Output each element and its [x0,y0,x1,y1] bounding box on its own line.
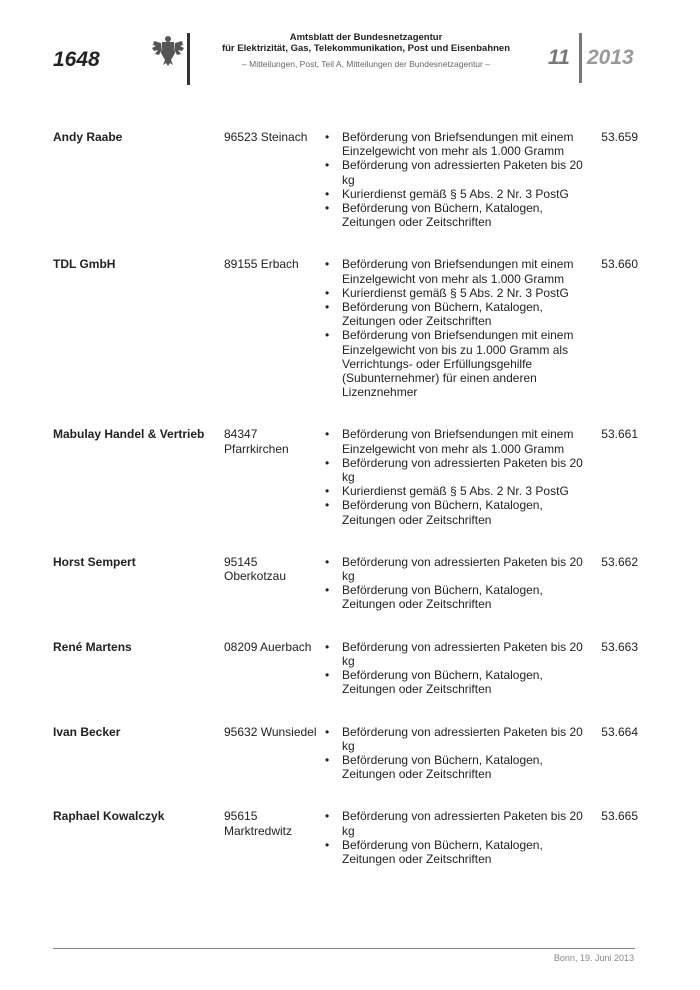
license-entry [53,257,638,399]
licensee-place: 96523 Steinach [224,130,308,144]
bullet-icon: • [325,257,330,272]
license-number: 53.663 [601,639,638,654]
service-item [325,668,593,696]
page-number: 1648 [53,48,100,71]
service-text: Beförderung von Briefsendungen mit einem Einzelgewicht von mehr als 1.000 Gramm [342,427,574,456]
bullet-icon: • [325,752,330,767]
service-list [325,725,593,782]
licensee-place: 95615 Marktredwitz [224,809,293,838]
service-text: Kurierdienst gemäß § 5 Abs. 2 Nr. 3 PostG [342,484,569,499]
service-item [325,257,593,285]
header-subtitle: – Mitteilungen, Post, Teil A, Mitteilungen der Bundesnetzagentur – [242,59,490,69]
service-item [325,286,593,300]
licensee-place: 84347 Pfarrkirchen [224,427,289,456]
service-text: Beförderung von Büchern, Katalogen, Zeitungen oder Zeitschriften [342,300,543,329]
license-entry [53,427,638,526]
service-text: Beförderung von Büchern, Katalogen, Zeitungen oder Zeitschriften [342,668,543,697]
service-item [325,583,593,611]
license-number: 53.664 [601,724,638,739]
header-title-line2: für Elektrizität, Gas, Telekommunikation, Post und Eisenbahnen [221,43,511,54]
service-item [325,640,593,668]
service-item [325,484,593,498]
service-text: Beförderung von Büchern, Katalogen, Zeitungen oder Zeitschriften [342,201,543,230]
bullet-icon: • [325,158,330,173]
licensee-name: Horst Sempert [53,554,136,569]
license-entry [53,809,638,866]
bullet-icon: • [325,186,330,201]
service-text: Kurierdienst gemäß § 5 Abs. 2 Nr. 3 PostG [342,285,569,300]
service-item [325,555,593,583]
bullet-icon: • [325,455,330,470]
service-item [325,201,593,229]
bullet-icon: • [325,498,330,513]
header-divider [187,33,190,85]
service-text: Beförderung von Briefsendungen mit einem Einzelgewicht von mehr als 1.000 Gramm [342,130,574,159]
service-item [325,300,593,328]
bullet-icon: • [325,300,330,315]
issue-divider [579,33,582,83]
bullet-icon: • [325,668,330,683]
footer-date: Bonn, 19. Juni 2013 [553,953,634,963]
service-text: Beförderung von adressierten Paketen bis 20 kg [342,554,583,584]
service-item [325,753,593,781]
footer-divider [53,948,635,949]
bullet-icon: • [325,201,330,216]
license-number: 53.662 [601,554,638,569]
service-item [325,809,593,837]
service-item [325,725,593,753]
license-number: 53.665 [601,809,638,824]
bullet-icon: • [325,130,330,144]
license-entry [53,640,638,697]
service-text: Beförderung von adressierten Paketen bis 20 kg [342,639,583,668]
bullet-icon: • [325,809,330,824]
licensee-name: Ivan Becker [53,724,121,739]
service-list [325,809,593,866]
license-number: 53.659 [601,130,638,144]
service-list [325,130,593,229]
licensee-place: 89155 Erbach [224,257,299,272]
service-list [325,257,593,399]
service-item [325,498,593,526]
licensee-place: 95632 Wunsiedel [224,724,317,739]
service-item [325,130,593,158]
license-number: 53.661 [601,427,638,442]
bullet-icon: • [325,554,330,569]
issue-number: 11 [548,46,570,69]
service-item [325,456,593,484]
service-item [325,328,593,399]
service-item [325,158,593,186]
service-list [325,640,593,697]
bullet-icon: • [325,837,330,852]
licensee-name: TDL GmbH [53,257,116,272]
licensee-name: René Martens [53,639,132,654]
header-title-block [195,32,537,69]
service-text: Beförderung von adressierten Paketen bis 20 kg [342,724,583,753]
licensee-name: Mabulay Handel & Vertrieb [53,427,205,442]
license-list [53,130,638,866]
header-title-line1: Amtsblatt der Bundesnetzagentur [289,32,443,43]
license-entry [53,725,638,782]
service-text: Beförderung von Büchern, Katalogen, Zeitungen oder Zeitschriften [342,837,543,866]
service-text: Beförderung von Büchern, Katalogen, Zeitungen oder Zeitschriften [342,752,543,782]
service-text: Beförderung von Büchern, Katalogen, Zeitungen oder Zeitschriften [342,498,543,527]
service-text: Beförderung von adressierten Paketen bis 20 kg [342,455,583,485]
service-list [325,427,593,526]
license-entry [53,555,638,612]
bullet-icon: • [325,583,330,598]
license-entry [53,130,638,229]
bullet-icon: • [325,285,330,300]
service-item [325,838,593,866]
licensee-name: Andy Raabe [53,130,123,144]
bullet-icon: • [325,639,330,654]
service-text: Beförderung von Briefsendungen mit einem Einzelgewicht von mehr als 1.000 Gramm [342,257,574,286]
service-text: Beförderung von Büchern, Katalogen, Zeitungen oder Zeitschriften [342,583,543,612]
federal-eagle-icon [151,33,185,67]
bullet-icon: • [325,328,330,343]
bullet-icon: • [325,484,330,499]
issue-year: 2013 [587,46,634,69]
license-number: 53.660 [601,257,638,272]
service-text: Beförderung von adressierten Paketen bis 20 kg [342,158,583,187]
service-text: Beförderung von adressierten Paketen bis 20 kg [342,809,583,838]
service-text: Kurierdienst gemäß § 5 Abs. 2 Nr. 3 PostG [342,186,569,201]
service-list [325,555,593,612]
service-item [325,427,593,455]
licensee-place: 95145 Oberkotzau [224,554,287,584]
licensee-place: 08209 Auerbach [224,639,312,654]
bullet-icon: • [325,724,330,739]
service-item [325,187,593,201]
bullet-icon: • [325,427,330,442]
service-text: Beförderung von Briefsendungen mit einem Einzelgewicht von bis zu 1.000 Gramm als Verrichtungs- oder Erfüllungsgehilfe (Subunternehmer) für einen anderen Lizenznehmer [342,328,574,400]
licensee-name: Raphael Kowalczyk [53,809,165,824]
